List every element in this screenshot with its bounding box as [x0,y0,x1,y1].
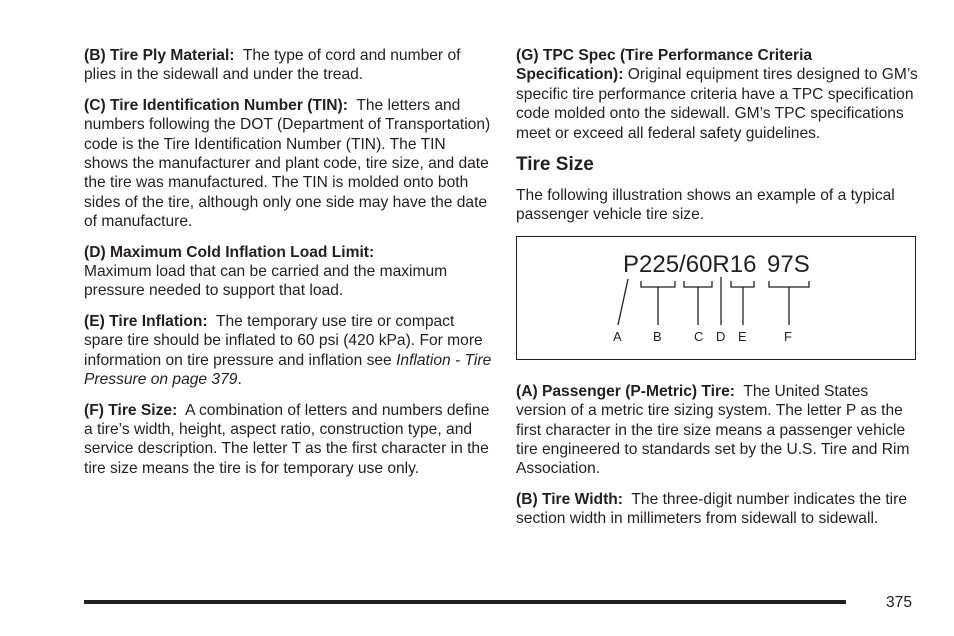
tire-width-paragraph [516,490,920,529]
right-column [516,46,920,540]
paragraph-text: The United States version of a metric tire sizing system. The letter P as the first character in the tire size means a passenger vehicle tire engineered to standards set by the U.S. Tire and Rim Association. [516,382,910,478]
callout-line-b [641,281,675,325]
footer-rule [84,600,846,604]
paragraph-text: The type of cord and number of plies in the sidewall and under the tread. [84,47,461,84]
paragraph-text: The letters and numbers following the DOT (Department of Transportation) code is the Tire Identification Number (TIN). The TIN shows the manufacturer and plant code, tire size, and date the tire was manufactured. The TIN is molded onto both sides of the tire, although only one side may have the date of manufacture. [84,96,491,231]
tire-ply-material-paragraph [84,46,494,85]
paragraph-text: Original equipment tires designed to GM’s specific tire performance criteria have a TPC specification code molded onto the sidewall. GM’s TPC specifications meet or exceed all federal safety guidelines. [516,66,918,142]
paragraph-label: (B) Tire Width: [516,490,623,508]
callout-letter-b: B [653,328,662,344]
paragraph-label: (E) Tire Inflation: [84,312,208,330]
intro-paragraph: The following illustration shows an example of a typical passenger vehicle tire size. [516,187,895,224]
paragraph-label: (C) Tire Identification Number (TIN): [84,96,348,114]
callout-letter-a: A [613,328,622,344]
paragraph-label: (G) TPC Spec (Tire Performance Criteria Specification): [516,47,813,84]
tire-inflation-paragraph [84,312,494,390]
paragraph-text: A combination of letters and numbers define a tire’s width, height, aspect ratio, construction type, and service description. The letter T as the first character in the tire size means the tire is for temporary use only. [84,401,490,477]
paragraph-text: The temporary use tire or compact spare tire should be inflated to 60 psi (420 kPa). For more information on tire pressure and inflation see [84,312,483,369]
callout-letter-e: E [738,328,747,344]
paragraph-text: The three-digit number indicates the tire section width in millimeters from sidewall to sidewall. [516,490,908,528]
service-description-code: 97S [767,250,810,278]
callout-letter-c: C [694,328,704,344]
tire-size-code: P225/60R16 [623,250,757,278]
tin-paragraph [84,96,494,232]
callout-line-c [684,281,712,325]
callout-line-f [769,281,809,325]
callout-line-a [618,279,628,325]
max-load-paragraph [84,243,494,301]
tire-size-paragraph [84,401,494,479]
passenger-tire-paragraph [516,382,920,479]
callout-letter-d: D [716,328,726,344]
left-column [84,46,494,489]
paragraph-end: . [237,371,242,389]
tpc-spec-paragraph [516,46,920,143]
callout-lines [618,277,809,325]
paragraph-label: (D) Maximum Cold Inflation Load Limit: [84,243,375,261]
paragraph-label: (A) Passenger (P-Metric) Tire: [516,382,735,400]
tire-size-diagram [517,237,917,361]
callout-line-e [731,281,754,325]
cross-reference-link[interactable]: Inflation - Tire Pressure on page 379 [84,351,492,389]
paragraph-label: (B) Tire Ply Material: [84,47,235,64]
page-number: 375 [886,594,913,611]
callout-letter-f: F [784,328,792,344]
paragraph-text: Maximum load that can be carried and the maximum pressure needed to support that load. [84,263,448,300]
tire-size-illustration [516,236,916,360]
paragraph-label: (F) Tire Size: [84,401,178,419]
section-heading: Tire Size [516,154,594,176]
